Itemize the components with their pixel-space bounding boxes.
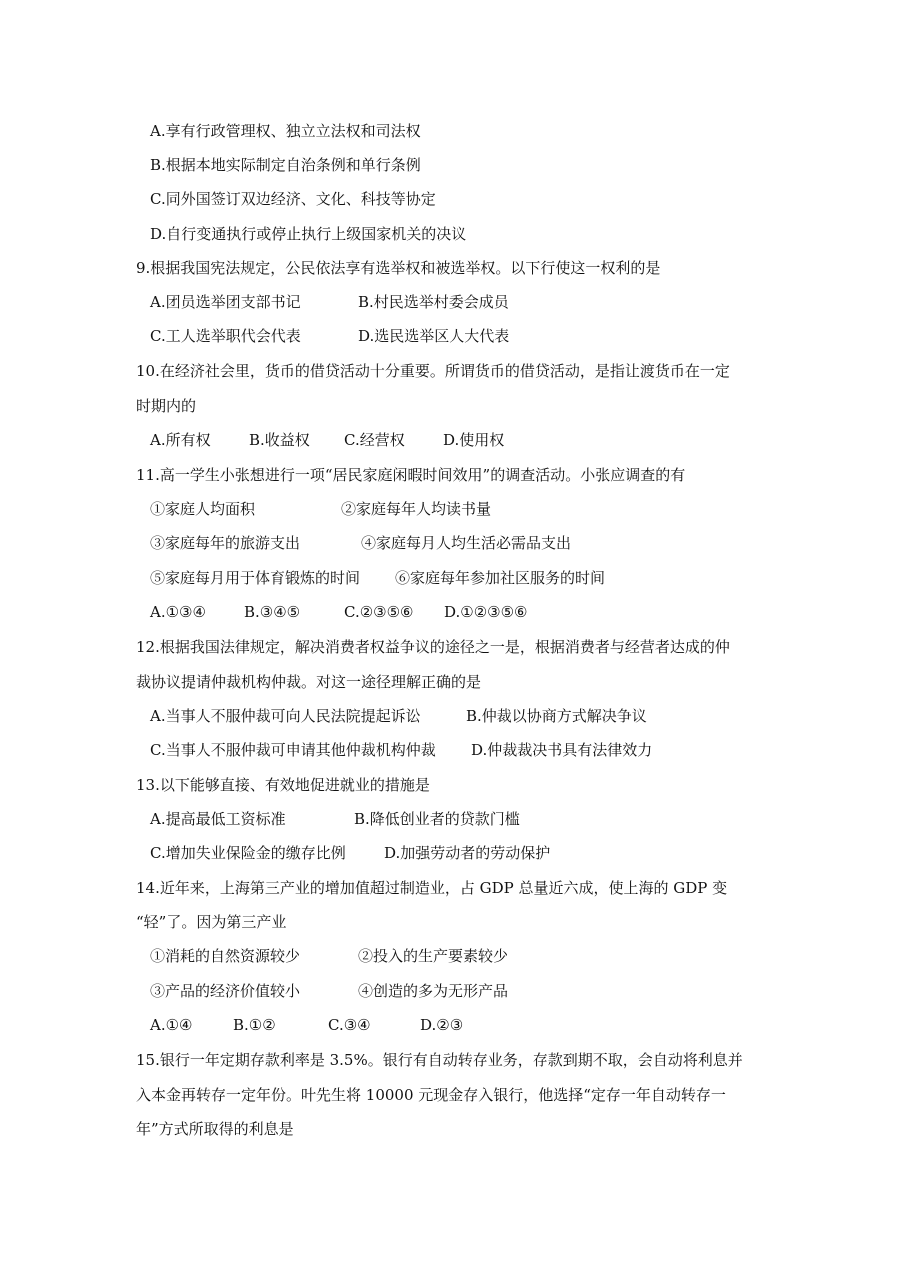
q13-option-d: D.加强劳动者的劳动保护 xyxy=(384,844,551,862)
q10-option-c: C.经营权 xyxy=(344,431,405,449)
q12-option-d: D.仲裁裁决书具有法律效力 xyxy=(471,741,653,759)
q15-stem-line1: 15.银行一年定期存款利率是 3.5%。银行有自动转存业务，存款到期不取，会自动将利息并 xyxy=(136,1051,743,1069)
q11-option-a: A.①③④ xyxy=(150,603,206,621)
q10-stem-line2: 时期内的 xyxy=(136,397,197,415)
q14-item-4: ④创造的多为无形产品 xyxy=(358,982,509,1000)
q14-stem-line1: 14.近年来，上海第三产业的增加值超过制造业，占 GDP 总量近六成，使上海的 GDP 变 xyxy=(136,879,728,897)
q10-option-d: D.使用权 xyxy=(443,431,505,449)
q14-item-2: ②投入的生产要素较少 xyxy=(358,947,509,965)
q14-item-3: ③产品的经济价值较小 xyxy=(150,982,301,1000)
q8-option-b: B.根据本地实际制定自治条例和单行条例 xyxy=(150,156,421,174)
q9-stem: 9.根据我国宪法规定，公民依法享有选举权和被选举权。以下行使这一权利的是 xyxy=(136,259,661,277)
q14-option-a: A.①④ xyxy=(150,1016,193,1034)
q13-stem: 13.以下能够直接、有效地促进就业的措施是 xyxy=(136,776,430,794)
q11-option-b: B.③④⑤ xyxy=(244,603,301,621)
q12-option-a: A.当事人不服仲裁可向人民法院提起诉讼 xyxy=(150,707,421,725)
q15-stem-line3: 年”方式所取得的利息是 xyxy=(136,1120,294,1138)
q8-option-a: A.享有行政管理权、独立立法权和司法权 xyxy=(150,122,421,140)
q12-option-c: C.当事人不服仲裁可申请其他仲裁机构仲裁 xyxy=(150,741,436,759)
q14-option-b: B.①② xyxy=(233,1016,276,1034)
q14-option-d: D.②③ xyxy=(420,1016,464,1034)
q9-option-a: A.团员选举团支部书记 xyxy=(150,293,301,311)
q13-option-c: C.增加失业保险金的缴存比例 xyxy=(150,844,346,862)
q11-item-4: ④家庭每月人均生活必需品支出 xyxy=(361,534,572,552)
q14-stem-line2: “轻”了。因为第三产业 xyxy=(136,913,287,931)
q9-option-d: D.选民选举区人大代表 xyxy=(358,327,510,345)
q14-item-1: ①消耗的自然资源较少 xyxy=(150,947,301,965)
q11-item-6: ⑥家庭每年参加社区服务的时间 xyxy=(395,569,606,587)
q10-option-a: A.所有权 xyxy=(150,431,211,449)
q13-option-a: A.提高最低工资标准 xyxy=(150,810,286,828)
q15-stem-line2: 入本金再转存一定年份。叶先生将 10000 元现金存入银行，他选择“定存一年自动转存一 xyxy=(136,1086,726,1104)
q11-item-2: ②家庭每年人均读书量 xyxy=(341,500,492,518)
q12-stem-line1: 12.根据我国法律规定，解决消费者权益争议的途径之一是，根据消费者与经营者达成的仲 xyxy=(136,638,730,656)
q11-item-5: ⑤家庭每月用于体育锻炼的时间 xyxy=(150,569,361,587)
q9-option-b: B.村民选举村委会成员 xyxy=(358,293,509,311)
q8-option-d: D.自行变通执行或停止执行上级国家机关的决议 xyxy=(150,225,467,243)
q13-option-b: B.降低创业者的贷款门槛 xyxy=(354,810,520,828)
q9-option-c: C.工人选举职代会代表 xyxy=(150,327,301,345)
q11-stem: 11.高一学生小张想进行一项“居民家庭闲暇时间效用”的调查活动。小张应调查的有 xyxy=(136,466,686,484)
q10-option-b: B.收益权 xyxy=(249,431,310,449)
q12-stem-line2: 裁协议提请仲裁机构仲裁。对这一途径理解正确的是 xyxy=(136,673,482,691)
q10-stem-line1: 10.在经济社会里，货币的借贷活动十分重要。所谓货币的借贷活动，是指让渡货币在一定 xyxy=(136,362,730,380)
q12-option-b: B.仲裁以协商方式解决争议 xyxy=(466,707,647,725)
q8-option-c: C.同外国签订双边经济、文化、科技等协定 xyxy=(150,190,436,208)
q11-option-c: C.②③⑤⑥ xyxy=(344,603,414,621)
q11-option-d: D.①②③⑤⑥ xyxy=(444,603,528,621)
q14-option-c: C.③④ xyxy=(328,1016,371,1034)
q11-item-3: ③家庭每年的旅游支出 xyxy=(150,534,301,552)
q11-item-1: ①家庭人均面积 xyxy=(150,500,256,518)
